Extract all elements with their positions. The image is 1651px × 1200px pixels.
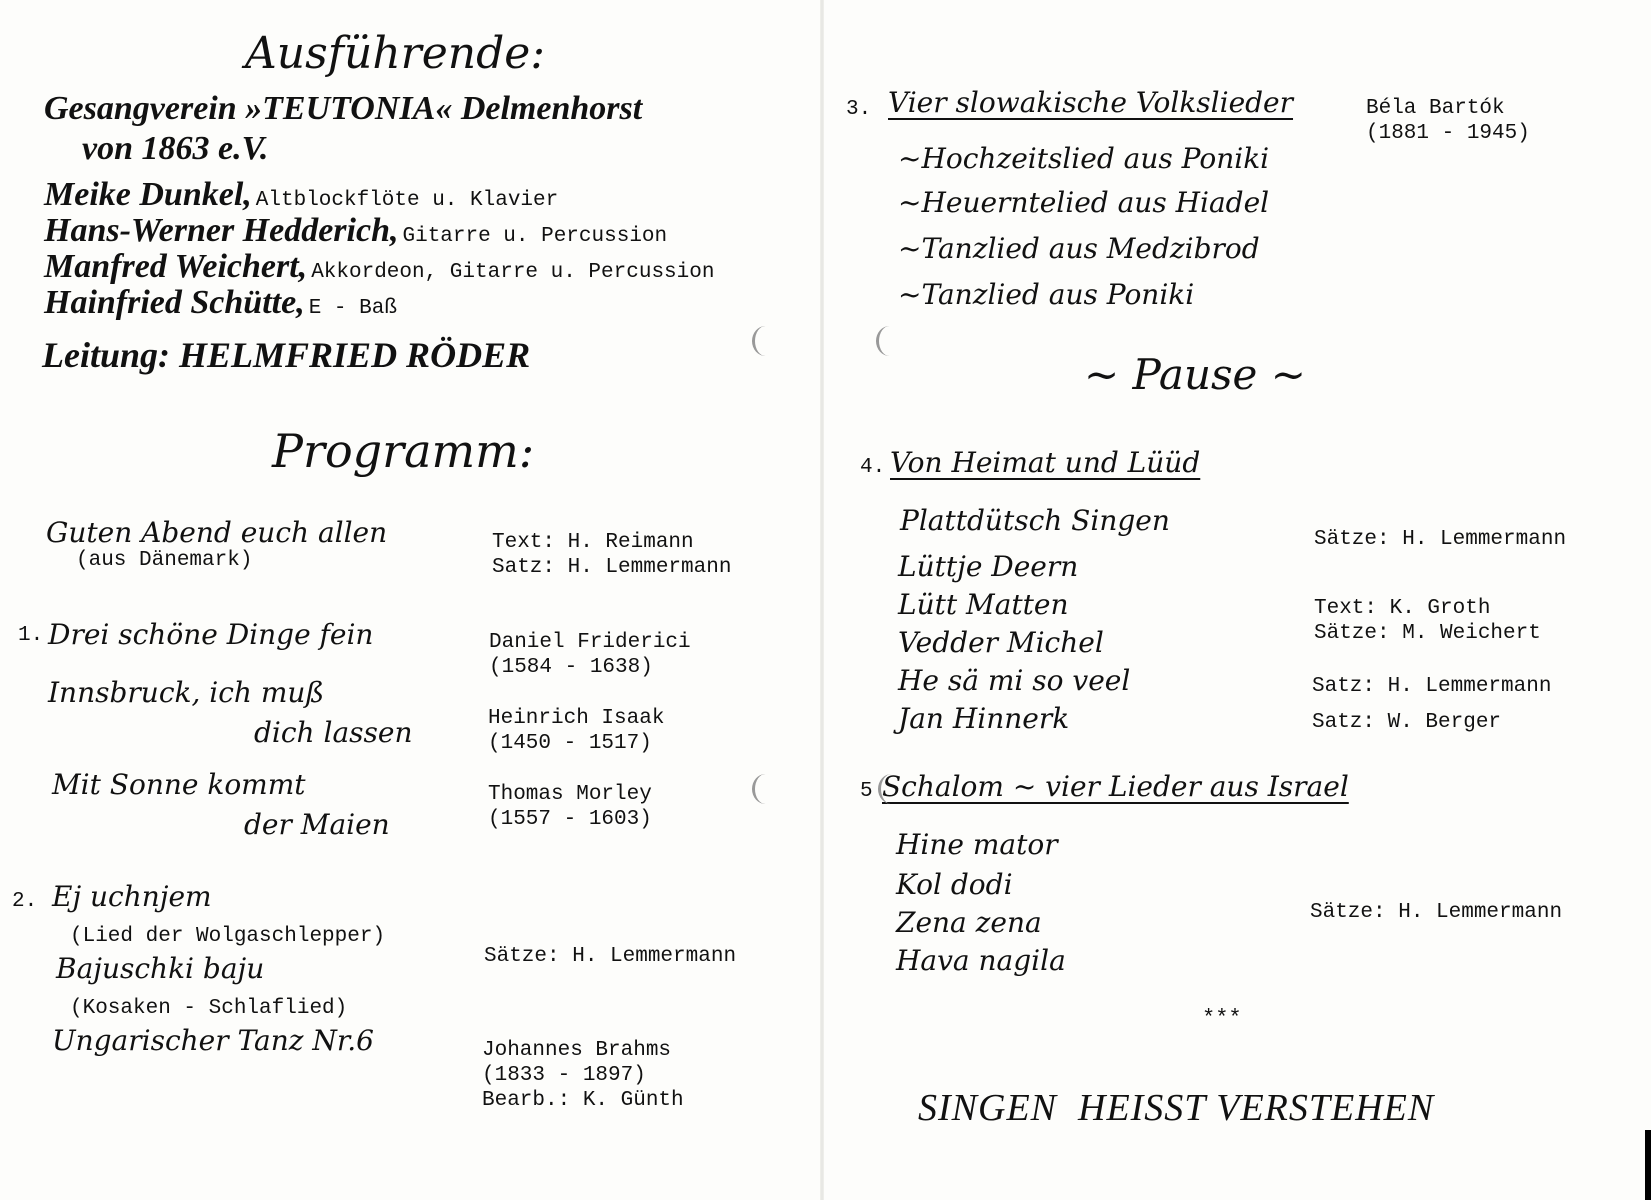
credit-arranger: Sätze: H. Lemmermann	[1310, 901, 1563, 924]
song-title: Zena zena	[896, 906, 1042, 939]
punch-hole	[752, 326, 779, 356]
credit-composer: Thomas Morley (1557 - 1603)	[488, 783, 652, 831]
song-title: Plattdütsch Singen	[900, 504, 1170, 537]
song-title: Drei schöne Dinge fein	[48, 618, 374, 651]
performer-name: Manfred Weichert,	[44, 248, 308, 285]
punch-hole	[878, 774, 905, 804]
song-title: ~Tanzlied aus Poniki	[898, 278, 1195, 311]
section-number: 5	[860, 780, 873, 803]
credit-arranger: Satz: H. Lemmermann	[1312, 675, 1552, 698]
performer-name: Meike Dunkel,	[44, 176, 252, 213]
section-number: 2.	[12, 890, 38, 913]
song-title: ~Heuerntelied aus Hiadel	[898, 186, 1270, 219]
song-title: Jan Hinnerk	[898, 702, 1070, 735]
performer-row	[44, 248, 714, 286]
credit-arranger: Sätze: H. Lemmermann	[484, 945, 737, 968]
credit-composer: Daniel Friderici (1584 - 1638)	[489, 631, 691, 679]
performer-row	[44, 212, 667, 250]
punch-hole	[876, 326, 903, 356]
song-title: Kol dodi	[896, 868, 1013, 901]
song-title: Lütt Matten	[898, 588, 1069, 621]
punch-hole	[752, 774, 779, 804]
motto: SINGEN HEISST VERSTEHEN	[918, 1087, 1435, 1129]
performer-role: Altblockflöte u. Klavier	[255, 189, 559, 212]
performer-role: Gitarre u. Percussion	[402, 225, 668, 248]
pause-label: ~ Pause ~	[1084, 350, 1306, 399]
choir-name: Gesangverein »TEUTONIA« Delmenhorst	[44, 90, 643, 127]
left-page	[0, 0, 820, 1200]
program-heading: Programm:	[272, 424, 535, 478]
section-title: Von Heimat und Lüüd	[890, 446, 1201, 479]
song-note: (aus Dänemark)	[76, 549, 253, 572]
song-title: Ungarischer Tanz Nr.6	[52, 1024, 374, 1057]
performer-role: Akkordeon, Gitarre u. Percussion	[311, 261, 715, 284]
performer-row	[44, 284, 397, 322]
song-title: ~Hochzeitslied aus Poniki	[898, 142, 1270, 175]
performer-name: Hans-Werner Hedderich,	[44, 212, 399, 249]
song-title-cont: der Maien	[244, 808, 390, 841]
song-title: Bajuschki baju	[56, 952, 265, 985]
credit-text: Text: H. Reimann Satz: H. Lemmermann	[492, 531, 732, 579]
credit-arranger: Satz: W. Berger	[1312, 711, 1502, 734]
section-number: 3.	[846, 98, 872, 121]
song-title: He sä mi so veel	[898, 664, 1131, 697]
leader: Leitung: HELMFRIED RÖDER	[42, 335, 531, 375]
performer-role: E - Baß	[308, 297, 397, 320]
song-title-cont: dich lassen	[254, 716, 413, 749]
song-title: Vedder Michel	[898, 626, 1104, 659]
song-note: (Kosaken - Schlaflied)	[70, 997, 348, 1020]
credit-text: Text: K. Groth Sätze: M. Weichert	[1314, 597, 1541, 645]
credit-composer: Béla Bartók (1881 - 1945)	[1366, 97, 1530, 145]
song-note: (Lied der Wolgaschlepper)	[70, 925, 386, 948]
song-title: ~Tanzlied aus Medzibrod	[898, 232, 1260, 265]
section-number: 1.	[18, 624, 44, 647]
section-title: Vier slowakische Volkslieder	[888, 86, 1294, 119]
performer-name: Hainfried Schütte,	[44, 284, 305, 321]
credit-arranger: Sätze: H. Lemmermann	[1314, 528, 1567, 551]
performers-heading: Ausführende:	[245, 28, 546, 79]
song-title: Mit Sonne kommt	[52, 768, 306, 801]
section-title: Schalom ~ vier Lieder aus Israel	[882, 770, 1349, 803]
right-page	[824, 0, 1651, 1200]
scan-edge	[1645, 1130, 1651, 1200]
song-title: Hine mator	[896, 828, 1058, 861]
section-number: 4.	[860, 456, 886, 479]
performer-row	[44, 176, 558, 214]
credit-composer: Johannes Brahms (1833 - 1897) Bearb.: K. Günth	[482, 1039, 684, 1112]
song-title: Ej uchnjem	[52, 880, 212, 913]
song-title: Lüttje Deern	[898, 550, 1079, 583]
choir-founded: von 1863 e.V.	[82, 130, 269, 167]
song-title: Guten Abend euch allen	[46, 516, 388, 549]
song-title: Hava nagila	[896, 944, 1066, 977]
credit-composer: Heinrich Isaak (1450 - 1517)	[488, 707, 665, 755]
song-title: Innsbruck, ich muß	[48, 676, 325, 709]
divider-stars: ***	[1202, 1006, 1242, 1031]
